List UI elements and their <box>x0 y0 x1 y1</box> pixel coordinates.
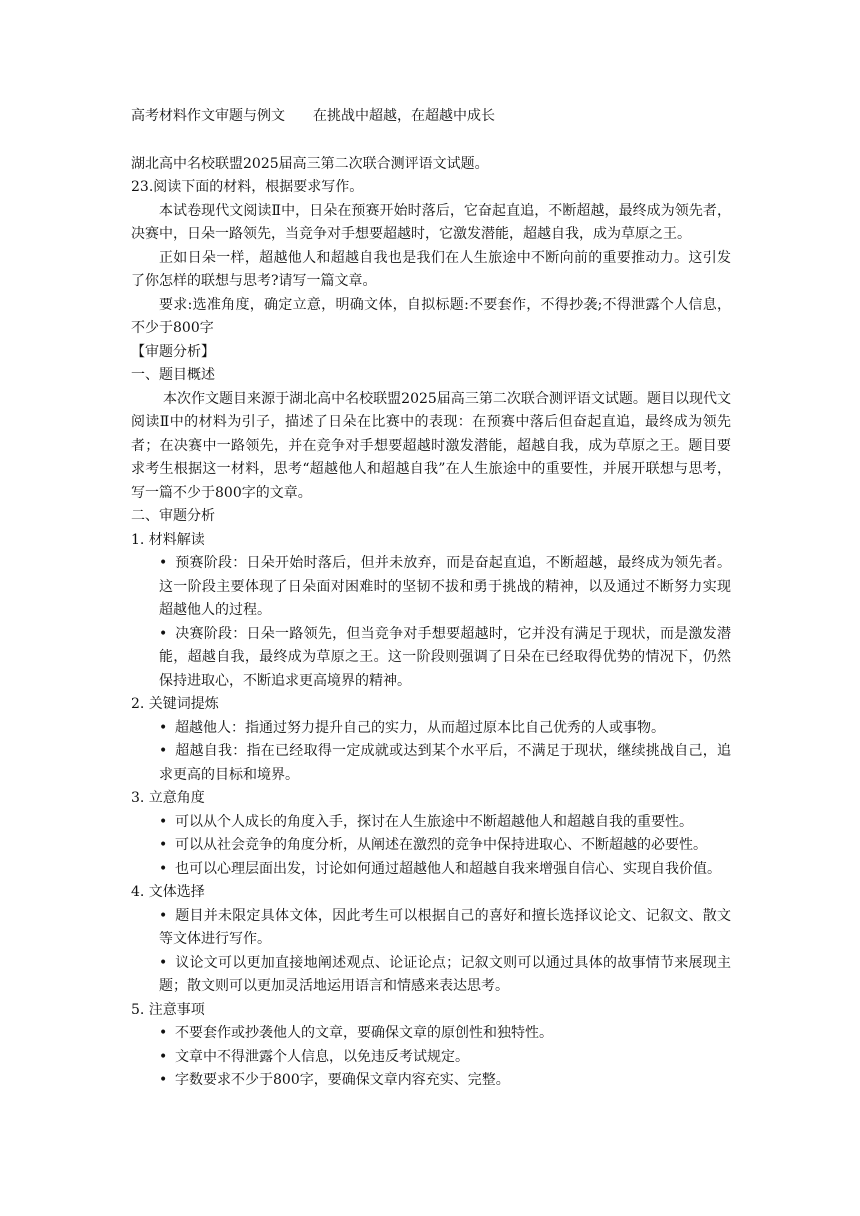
requirements-paragraph: 要求:选准角度，确定立意，明确文体，自拟标题:不要套作，不得抄袭;不得泄露个人信息，不少于800字 <box>131 296 731 336</box>
bullet-item <box>131 740 731 787</box>
item-heading: 5. 注意事项 <box>131 1001 205 1018</box>
source-line: 湖北高中名校联盟2025届高三第二次联合测评语文试题。 <box>131 155 489 172</box>
bullet-text: 超越他人：指通过努力提升自己的实力，从而超过原本比自己优秀的人或事物。 <box>175 719 665 736</box>
bullet-item <box>131 1069 731 1093</box>
bullet-dot-icon: • <box>159 837 168 853</box>
analysis-heading: 【审题分析】 <box>131 343 215 360</box>
material-paragraph: 正如日朵一样，超越他人和超越自我也是我们在人生旅途中不断向前的重要推动力。这引发了你怎样的联想与思考?请写一篇文章。 <box>131 249 731 289</box>
item-heading: 2. 关键词提炼 <box>131 696 219 712</box>
bullet-text: 决赛阶段：日朵一路领先，但当竞争对手想要超越时，它并没有满足于现状，而是激发潜能，超越自我，最终成为草原之王。这一阶段则强调了日朵在已经取得优势的情况下，仍然保持进取心，不断追求更高境界的精神。 <box>159 625 731 689</box>
bullet-dot-icon: • <box>159 860 168 877</box>
bullet-dot-icon: • <box>159 743 168 759</box>
bullet-item <box>131 952 731 999</box>
bullet-dot-icon: • <box>159 1048 168 1065</box>
bullet-item <box>131 811 731 835</box>
document-title: 高考材料作文审题与例文 在挑战中超越，在超越中成长 <box>131 108 495 124</box>
item-heading: 4. 文体选择 <box>131 884 205 900</box>
bullet-dot-icon: • <box>159 907 168 924</box>
bullet-dot-icon: • <box>159 954 168 971</box>
bullet-item <box>131 1046 731 1070</box>
bullet-text: 可以从个人成长的角度入手，探讨在人生旅途中不断超越他人和超越自我的重要性。 <box>175 813 693 830</box>
bullet-item <box>131 1022 731 1046</box>
bullet-text: 字数要求不少于800字，要确保文章内容充实、完整。 <box>175 1072 510 1088</box>
bullet-text: 议论文可以更加直接地阐述观点、论证论点；记叙文则可以通过具体的故事情节来展现主题；散文则可以更加灵活地运用语言和情感来表达思考。 <box>159 954 731 994</box>
item-heading: 3. 立意角度 <box>131 790 205 806</box>
bullet-item <box>131 552 731 623</box>
bullet-text: 也可以心理层面出发，讨论如何通过超越他人和超越自我来增强自信心、实现自我价值。 <box>175 860 721 877</box>
bullet-text: 题目并未限定具体文体，因此考生可以根据自己的喜好和擅长选择议论文、记叙文、散文等文体进行写作。 <box>159 907 731 947</box>
bullet-text: 超越自我：指在已经取得一定成就或达到某个水平后，不满足于现状，继续挑战自己，追求更高的目标和境界。 <box>159 743 731 783</box>
bullet-item <box>131 858 731 882</box>
bullet-dot-icon: • <box>159 1025 168 1041</box>
bullet-dot-icon: • <box>159 719 168 736</box>
overview-paragraph: 本次作文题目来源于湖北高中名校联盟2025届高三第二次联合测评语文试题。题目以现代文阅读Ⅱ中的材料为引子，描述了日朵在比赛中的表现：在预赛中落后但奋起直追，最终成为领先者；在决赛中一路领先，并在竞争对手想要超越时激发潜能，超越自我，成为草原之王。题目要求考生根据这一材料，思考“超越他人和超越自我”在人生旅途中的重要性，并展开联想与思考，写一篇不少于800字的文章。 <box>131 390 731 501</box>
bullet-dot-icon: • <box>159 555 168 571</box>
bullet-text: 文章中不得泄露个人信息，以免违反考试规定。 <box>175 1048 469 1065</box>
bullet-text: 不要套作或抄袭他人的文章，要确保文章的原创性和独特性。 <box>175 1025 553 1041</box>
bullet-item <box>131 717 731 741</box>
bullet-item <box>131 623 731 694</box>
document-page <box>131 105 731 1093</box>
bullet-text: 可以从社会竞争的角度分析，从阐述在激烈的竞争中保持进取心、不断超越的必要性。 <box>175 837 707 853</box>
question-number: 23.阅读下面的材料，根据要求写作。 <box>131 179 364 195</box>
bullet-dot-icon: • <box>159 813 168 830</box>
bullet-item <box>131 905 731 952</box>
bullet-dot-icon: • <box>159 1072 168 1088</box>
bullet-item <box>131 834 731 858</box>
bullet-dot-icon: • <box>159 625 168 642</box>
section-heading: 一、题目概述 <box>131 367 215 383</box>
material-paragraph: 本试卷现代文阅读Ⅱ中，日朵在预赛开始时落后，它奋起直追，不断超越，最终成为领先者，决赛中，日朵一路领先，当竞争对手想要超越时，它激发潜能，超越自我，成为草原之王。 <box>131 202 731 242</box>
item-heading: 1. 材料解读 <box>131 531 205 548</box>
bullet-text: 预赛阶段：日朵开始时落后，但并未放弃，而是奋起直追，不断超越，最终成为领先者。这一阶段主要体现了日朵面对困难时的坚韧不拔和勇于挑战的精神，以及通过不断努力实现超越他人的过程。 <box>159 555 731 618</box>
section-heading: 二、审题分析 <box>131 508 215 524</box>
